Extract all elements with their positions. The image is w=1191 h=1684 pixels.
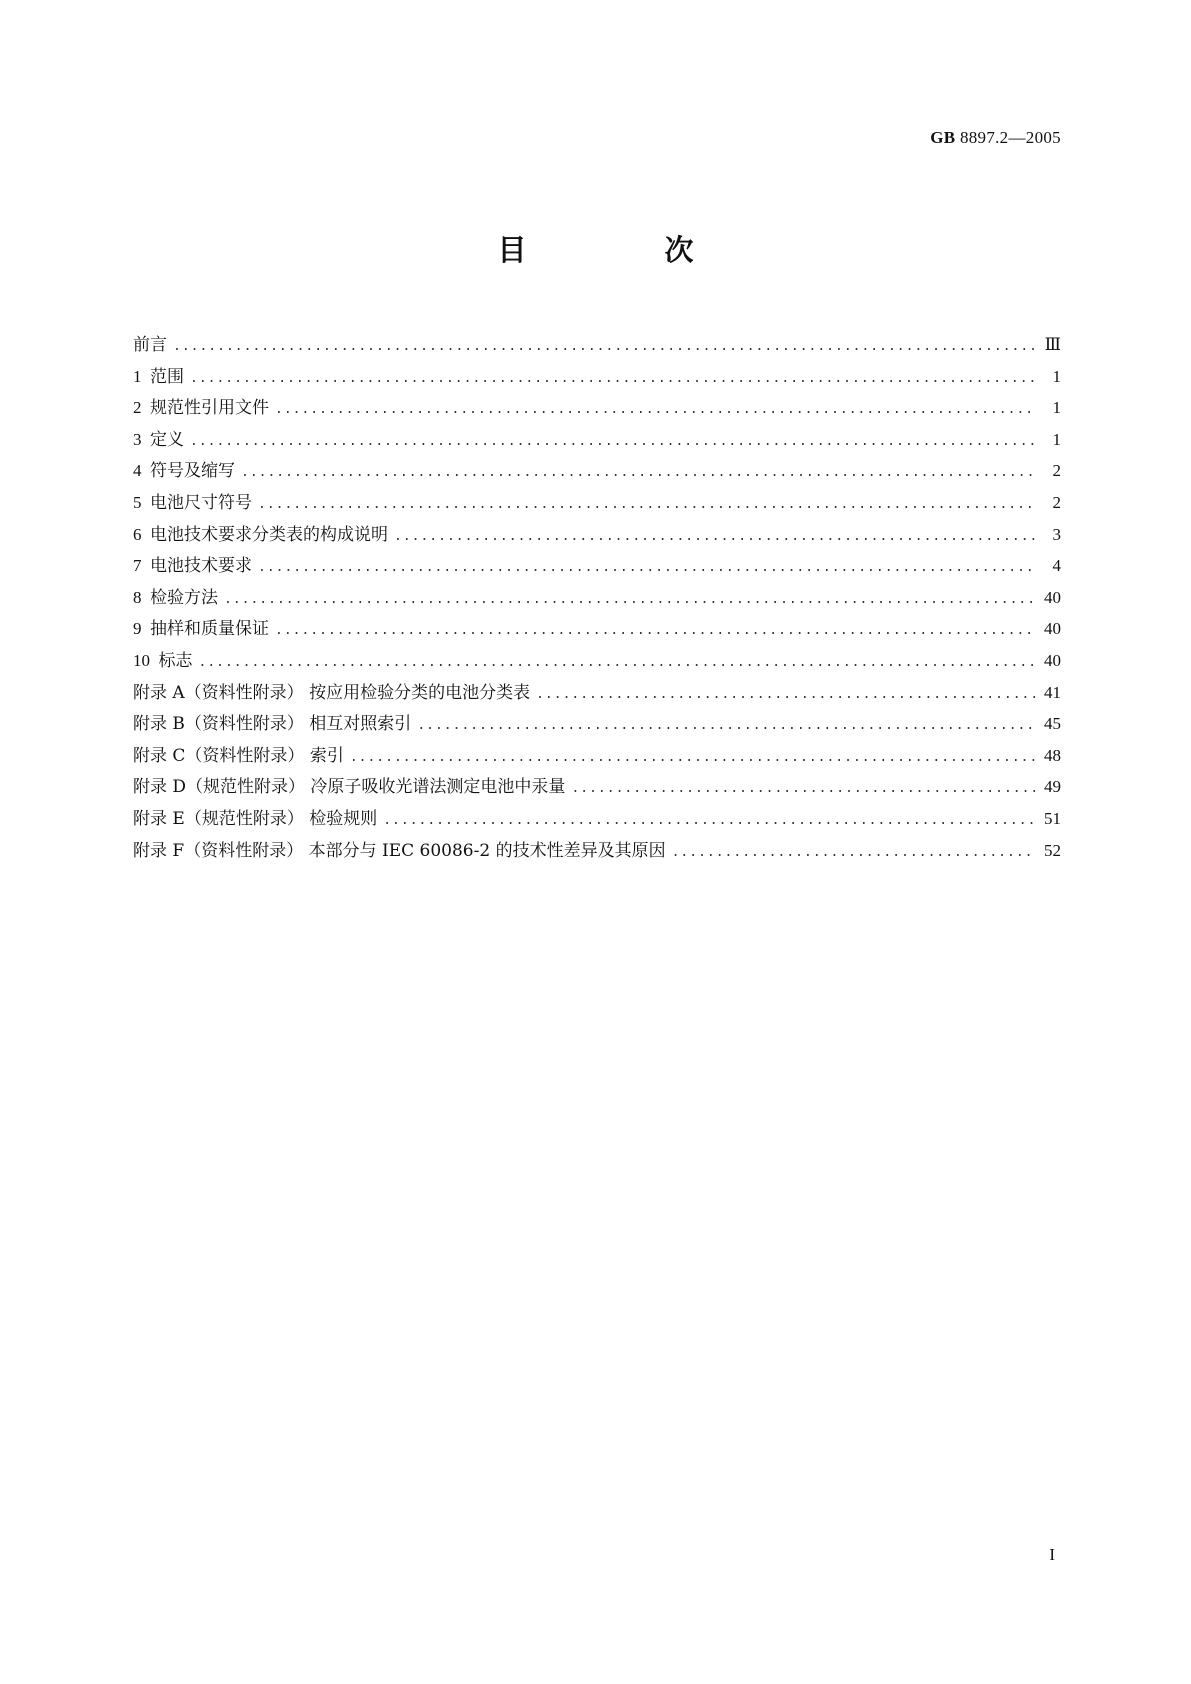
toc-page-number: Ⅲ: [1044, 335, 1061, 354]
toc-section-number: 9: [133, 619, 142, 639]
toc-entry-annex-a[interactable]: [133, 677, 1061, 709]
toc-section-number: 4: [133, 461, 142, 481]
toc-dot-leader: [241, 457, 1035, 489]
toc-entry-title: 电池技术要求分类表的构成说明: [150, 524, 388, 545]
toc-page-number: 3: [1052, 524, 1061, 544]
toc-dot-leader: [173, 331, 1035, 363]
toc-section-number: 10: [133, 650, 150, 670]
standard-number: 8897.2—2005: [959, 128, 1061, 147]
toc-entry-title: 前言: [133, 335, 167, 355]
toc-entry-annex-d[interactable]: [133, 771, 1061, 803]
toc-entry-title: 电池尺寸符号: [150, 492, 252, 513]
toc-entry-title: 附录 F（资料性附录） 本部分与 IEC 60086-2 的技术性差异及其原因: [133, 840, 666, 861]
toc-entry-1[interactable]: [133, 361, 1061, 393]
toc-page-number: 1: [1052, 429, 1061, 449]
toc-page-number: 40: [1044, 619, 1061, 639]
toc-entry-title: 范围: [150, 366, 184, 387]
toc-dot-leader: [275, 394, 1035, 426]
toc-entry-8[interactable]: [133, 582, 1061, 614]
toc-entry-10[interactable]: [133, 645, 1061, 677]
toc-page-number: 48: [1044, 745, 1061, 765]
toc-page-number: 1: [1052, 366, 1061, 386]
toc-entry-9[interactable]: [133, 613, 1061, 645]
toc-section-number: 2: [133, 398, 142, 418]
toc-page-number: 40: [1044, 587, 1061, 607]
toc-entry-title: 符号及缩写: [150, 461, 235, 482]
toc-page-number: 2: [1052, 461, 1061, 481]
toc-entry-title: 附录 C（资料性附录） 索引: [133, 745, 344, 766]
toc-page-number: 1: [1052, 398, 1061, 418]
toc-entry-title: 附录 E（规范性附录） 检验规则: [133, 808, 378, 829]
toc-dot-leader: [383, 805, 1035, 837]
toc-section-number: 6: [133, 524, 142, 544]
toc-entry-annex-c[interactable]: [133, 740, 1061, 772]
toc-entry-title: 附录 A（资料性附录） 按应用检验分类的电池分类表: [133, 682, 531, 703]
toc-entry-4[interactable]: [133, 455, 1061, 487]
toc-dot-leader: [199, 647, 1036, 679]
toc-entry-title: 电池技术要求: [150, 556, 252, 577]
table-of-contents: [133, 329, 1061, 866]
toc-section-number: 3: [133, 429, 142, 449]
toc-entry-3[interactable]: [133, 424, 1061, 456]
toc-section-number: 7: [133, 556, 142, 576]
page-title: 目 次: [497, 233, 758, 267]
toc-dot-leader: [417, 710, 1035, 742]
toc-section-number: 1: [133, 366, 142, 386]
toc-dot-leader: [275, 615, 1035, 647]
toc-entry-title: 定义: [150, 429, 184, 450]
standard-prefix: GB: [930, 128, 956, 147]
page-number: I: [1049, 1545, 1055, 1564]
toc-entry-title: 标志: [158, 650, 193, 671]
toc-page-number: 4: [1052, 556, 1061, 576]
toc-page-number: 52: [1044, 840, 1061, 860]
toc-dot-leader: [672, 837, 1035, 869]
toc-entry-2[interactable]: [133, 392, 1061, 424]
toc-section-number: 5: [133, 492, 142, 512]
toc-section-number: 8: [133, 587, 142, 607]
toc-entry-title: 检验方法: [150, 587, 218, 608]
toc-dot-leader: [350, 742, 1035, 774]
toc-entry-annex-e[interactable]: [133, 803, 1061, 835]
toc-entry-title: 附录 D（规范性附录） 冷原子吸收光谱法测定电池中汞量: [133, 777, 566, 798]
toc-page-number: 41: [1044, 682, 1061, 702]
standard-code: [930, 128, 1061, 148]
toc-entry-6[interactable]: [133, 519, 1061, 551]
toc-dot-leader: [394, 521, 1035, 553]
toc-dot-leader: [571, 773, 1035, 805]
toc-page-number: 40: [1044, 650, 1061, 670]
toc-dot-leader: [224, 584, 1035, 616]
toc-entry-annex-b[interactable]: [133, 708, 1061, 740]
toc-dot-leader: [258, 489, 1035, 521]
toc-entry-5[interactable]: [133, 487, 1061, 519]
toc-page-number: 2: [1052, 492, 1061, 512]
toc-entry-title: 抽样和质量保证: [150, 619, 269, 640]
toc-dot-leader: [190, 363, 1035, 395]
toc-page-number: 45: [1044, 714, 1061, 734]
toc-entry-annex-f[interactable]: [133, 835, 1061, 867]
toc-dot-leader: [258, 552, 1035, 584]
toc-entry-foreword[interactable]: [133, 329, 1061, 361]
toc-page-number: 51: [1044, 808, 1061, 828]
toc-dot-leader: [190, 426, 1035, 458]
toc-dot-leader: [536, 679, 1035, 711]
toc-entry-title: 规范性引用文件: [150, 398, 269, 419]
toc-entry-title: 附录 B（资料性附录） 相互对照索引: [133, 714, 412, 735]
toc-entry-7[interactable]: [133, 550, 1061, 582]
toc-page-number: 49: [1044, 777, 1061, 797]
